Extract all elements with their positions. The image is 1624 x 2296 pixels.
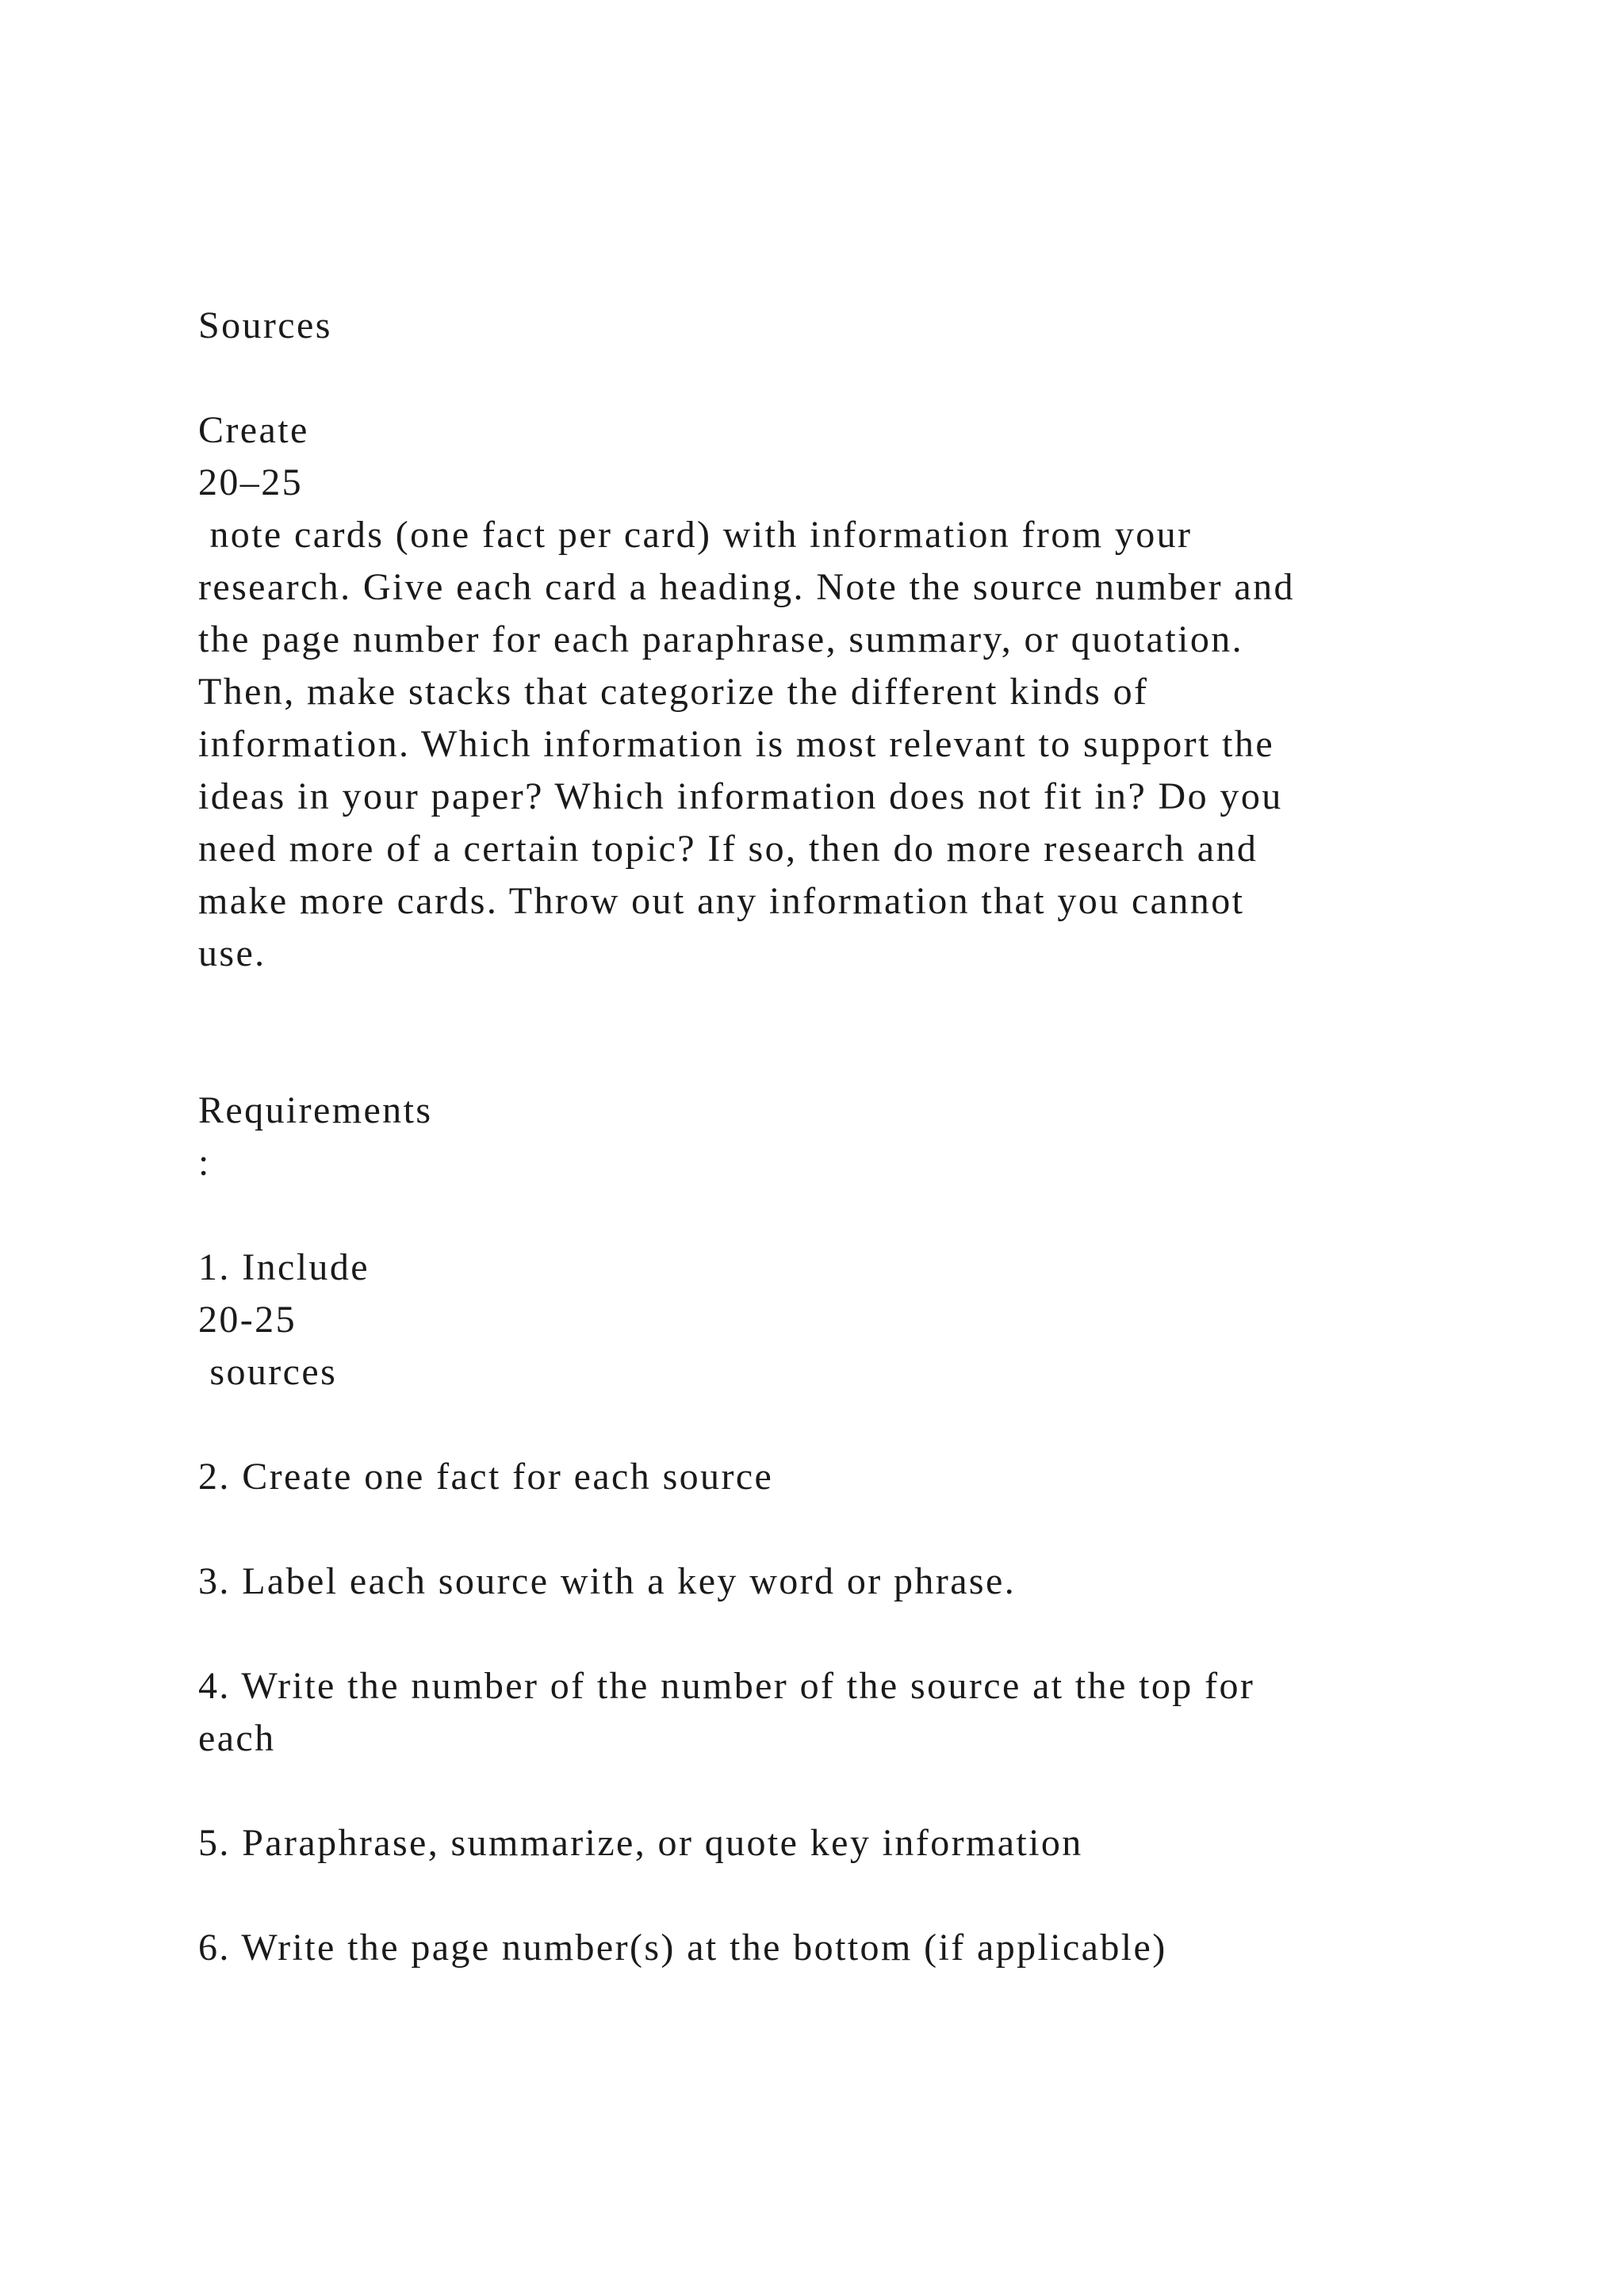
- requirement-item: [198, 1556, 1499, 1608]
- requirement-item: [198, 1660, 1499, 1765]
- requirements-list: [198, 1242, 1499, 1974]
- requirement-item: [198, 1242, 1499, 1399]
- requirement-text: 6. Write the page number(s) at the bottom (if applicable): [198, 1927, 1167, 1969]
- requirements-label: Requirements: [198, 1089, 433, 1131]
- intro-line: research. Give each card a heading. Note the source number and: [198, 566, 1295, 608]
- requirement-text: 1. Include: [198, 1246, 370, 1288]
- requirement-item: [198, 1451, 1499, 1503]
- intro-range: 20–25: [198, 461, 303, 503]
- spacer: [198, 1032, 1499, 1085]
- requirement-text: 2. Create one fact for each source: [198, 1456, 774, 1498]
- spacer: [198, 1399, 1499, 1451]
- requirements-colon: :: [198, 1142, 211, 1184]
- requirement-text: 20-25: [198, 1299, 297, 1341]
- intro-line: note cards (one fact per card) with information from your: [198, 514, 1193, 556]
- spacer: [198, 1189, 1499, 1242]
- intro-line: the page number for each paraphrase, summary, or quotation.: [198, 618, 1244, 660]
- spacer: [198, 1608, 1499, 1660]
- spacer: [198, 1765, 1499, 1817]
- heading-sources: Sources: [198, 304, 332, 346]
- intro-paragraph: [198, 404, 1499, 980]
- spacer: [198, 980, 1499, 1032]
- intro-line: ideas in your paper? Which information does not fit in? Do you: [198, 775, 1283, 817]
- requirement-text: 5. Paraphrase, summarize, or quote key information: [198, 1822, 1083, 1864]
- intro-lead: Create: [198, 409, 309, 451]
- intro-line: need more of a certain topic? If so, then do more research and: [198, 828, 1258, 870]
- document-body: [198, 300, 1499, 1974]
- spacer: [198, 1869, 1499, 1922]
- requirement-text: each: [198, 1717, 276, 1759]
- intro-line: make more cards. Throw out any information that you cannot: [198, 880, 1245, 922]
- spacer: [198, 352, 1499, 404]
- requirement-text: 3. Label each source with a key word or phrase.: [198, 1560, 1017, 1602]
- spacer: [198, 1503, 1499, 1556]
- intro-line: use.: [198, 932, 266, 974]
- intro-line: Then, make stacks that categorize the different kinds of: [198, 671, 1149, 713]
- requirement-text: 4. Write the number of the number of the source at the top for: [198, 1665, 1255, 1707]
- requirement-item: [198, 1817, 1499, 1869]
- requirement-item: [198, 1922, 1499, 1974]
- intro-line: information. Which information is most relevant to support the: [198, 723, 1275, 765]
- requirement-text: sources: [198, 1351, 338, 1393]
